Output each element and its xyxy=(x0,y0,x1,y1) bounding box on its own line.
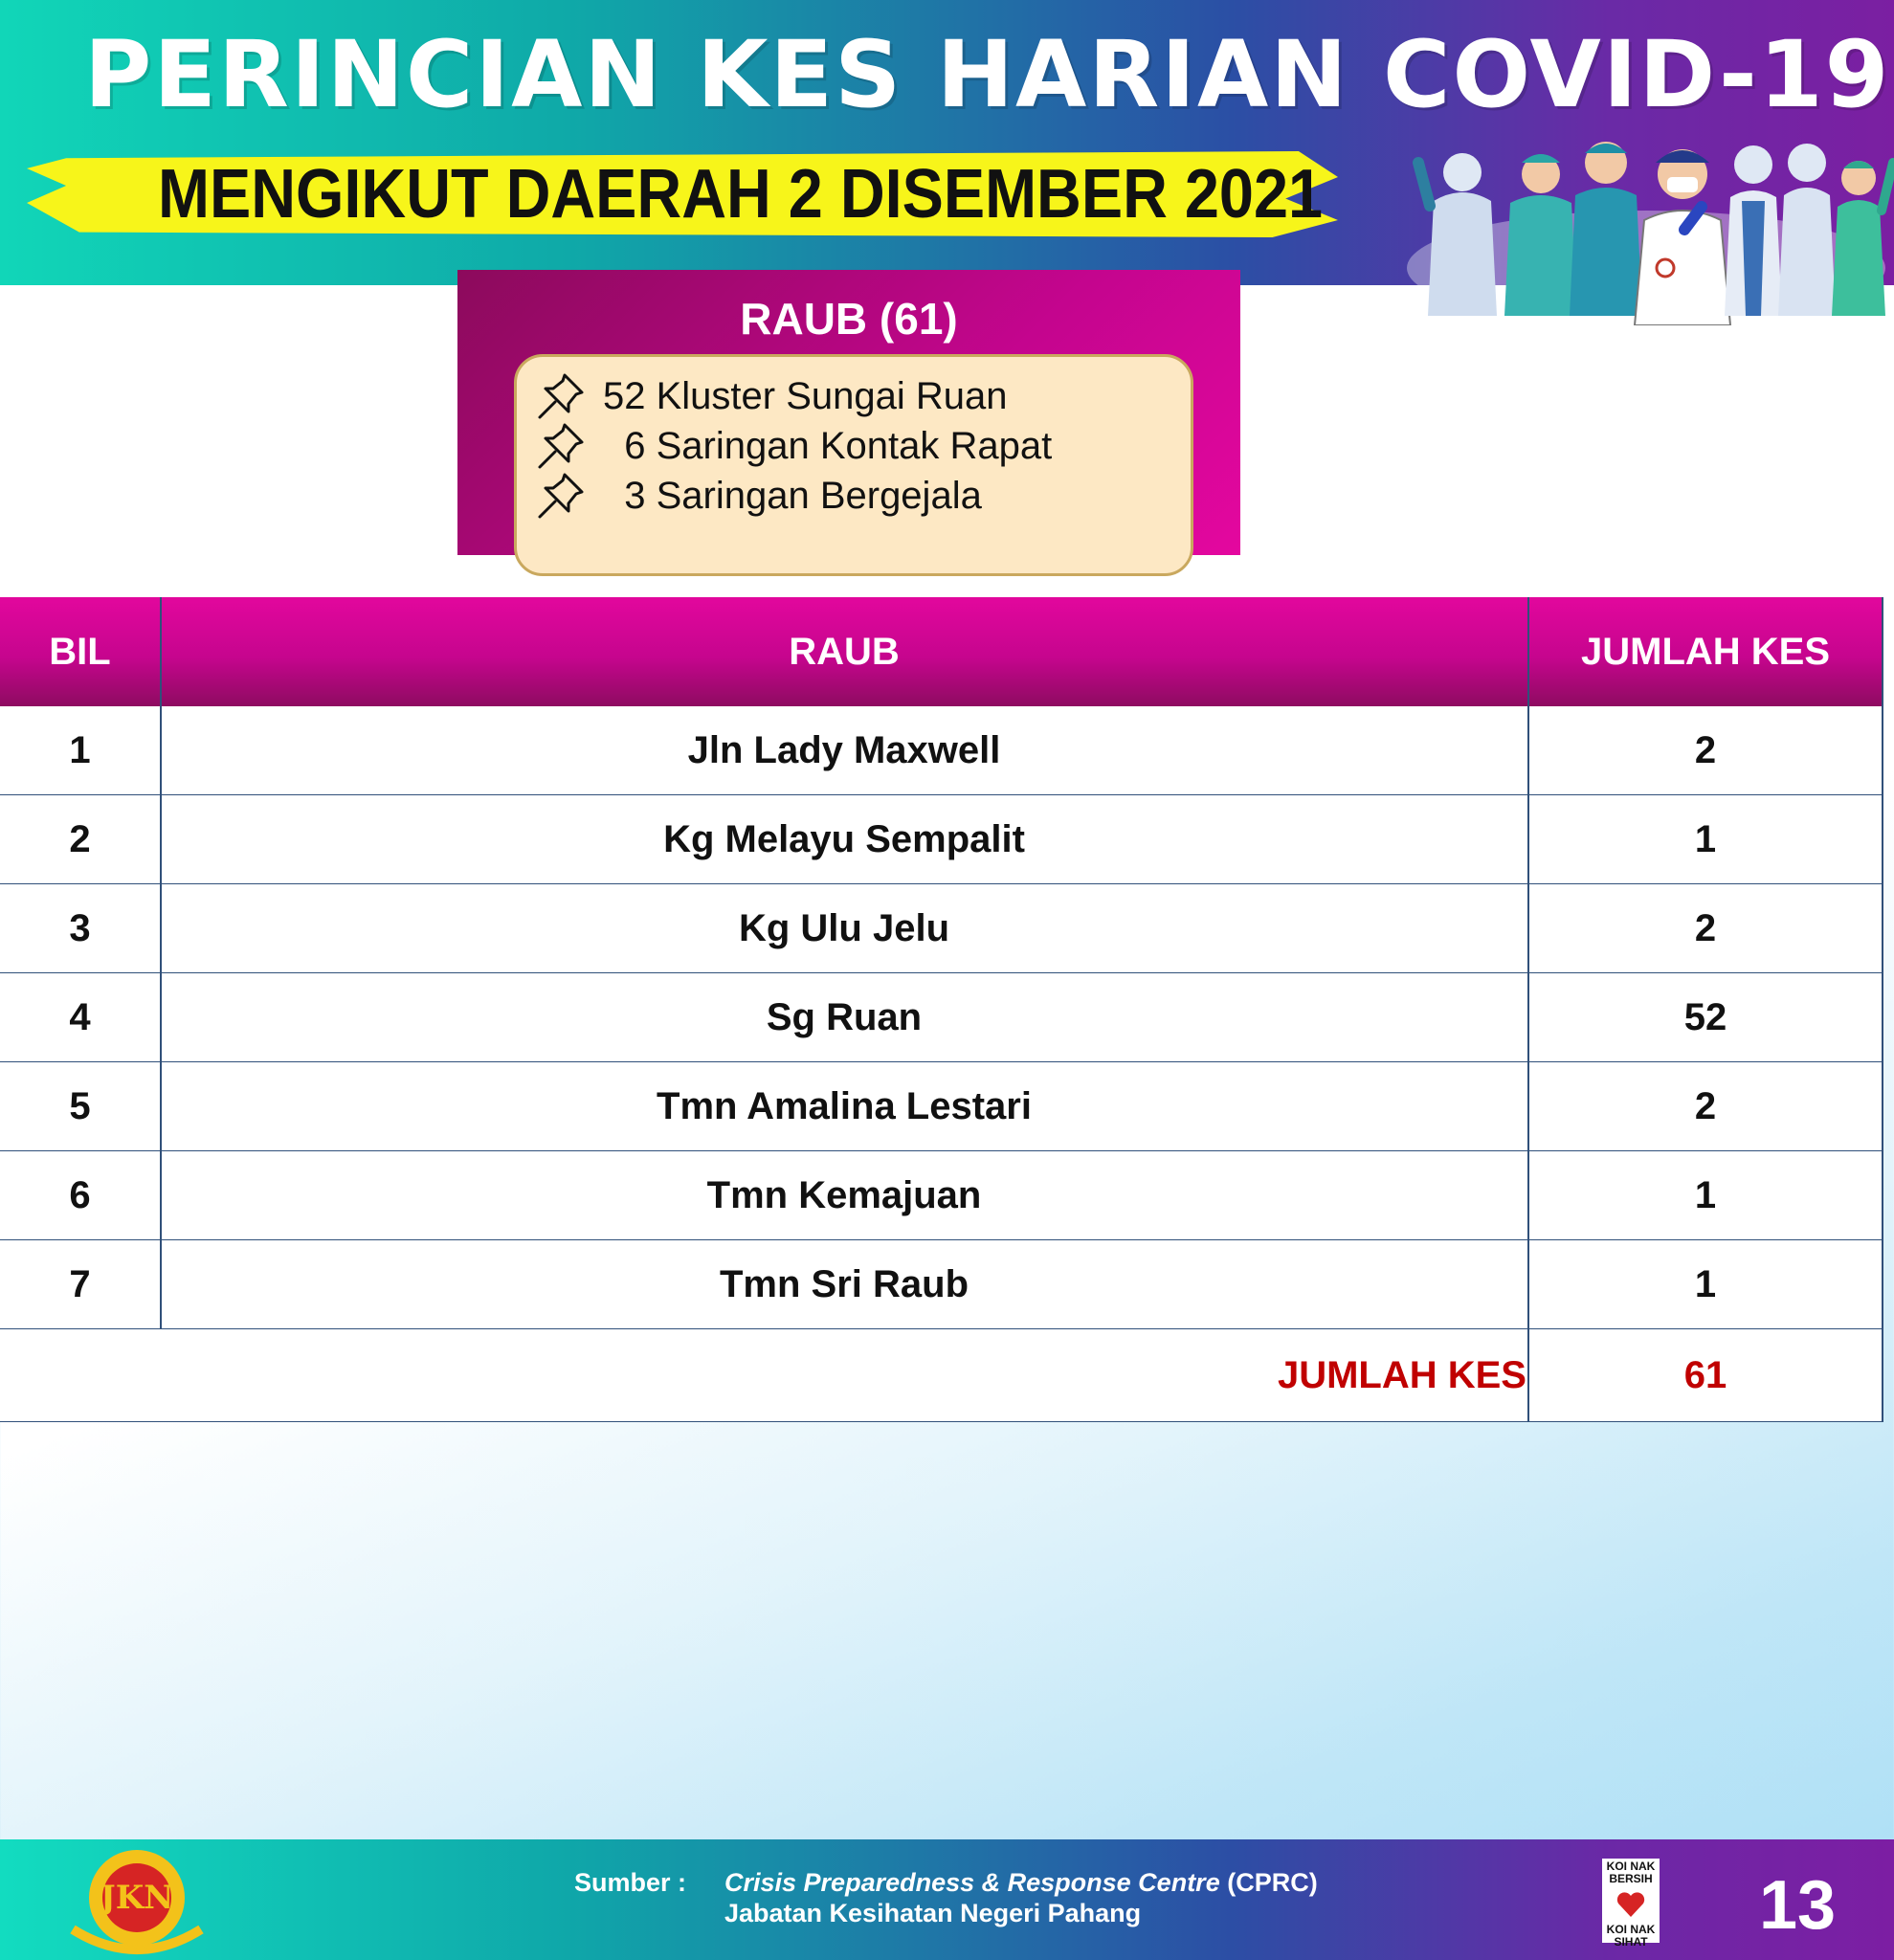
row-location: Kg Ulu Jelu xyxy=(738,907,950,949)
row-number: 2 xyxy=(69,818,91,860)
page-number: 13 xyxy=(1759,1867,1837,1944)
source-org-name: Crisis Preparedness & Response Centre xyxy=(724,1868,1220,1897)
table-row xyxy=(0,1151,1883,1240)
page-subtitle: MENGIKUT DAERAH 2 DISEMBER 2021 xyxy=(158,156,1324,233)
jkn-logo xyxy=(54,1845,221,1955)
district-summary-title: RAUB (61) xyxy=(740,294,958,344)
badge-bottom-text: KOI NAK SIHAT xyxy=(1606,1923,1656,1949)
table-row xyxy=(0,1062,1883,1151)
case-source-item xyxy=(536,472,982,520)
case-source-item xyxy=(536,422,1052,470)
table-row xyxy=(0,795,1883,884)
heart-icon xyxy=(1615,1888,1647,1921)
case-source-text: 3 Saringan Bergejala xyxy=(603,474,982,517)
row-location: Sg Ruan xyxy=(766,996,923,1038)
row-cases: 1 xyxy=(1694,1263,1717,1305)
table-row xyxy=(0,884,1883,973)
column-header-bil: BIL xyxy=(49,630,111,673)
column-header-location: RAUB xyxy=(789,630,900,673)
case-source-item xyxy=(536,372,1008,420)
pushpin-icon xyxy=(536,471,586,521)
row-number: 4 xyxy=(69,996,91,1038)
source-label: Sumber : xyxy=(574,1868,687,1897)
row-number: 1 xyxy=(69,729,91,771)
row-number: 7 xyxy=(69,1263,91,1305)
table-row xyxy=(0,973,1883,1062)
row-cases: 1 xyxy=(1694,1174,1717,1216)
case-source-list xyxy=(514,354,1193,576)
row-number: 5 xyxy=(69,1085,91,1127)
koi-nak-sihat-badge xyxy=(1602,1859,1660,1949)
table-header xyxy=(0,597,1883,706)
total-row xyxy=(0,1329,1883,1422)
page-title: PERINCIAN KES HARIAN COVID-19 xyxy=(84,21,1891,128)
row-cases: 1 xyxy=(1694,818,1717,860)
column-header-cases: JUMLAH KES xyxy=(1580,630,1831,673)
row-location: Kg Melayu Sempalit xyxy=(663,818,1025,860)
row-number: 3 xyxy=(69,907,91,949)
total-value: 61 xyxy=(1683,1354,1727,1396)
table-row xyxy=(0,706,1883,795)
healthcare-workers-illustration xyxy=(1397,124,1894,325)
row-number: 6 xyxy=(69,1174,91,1216)
row-location: Jln Lady Maxwell xyxy=(687,729,1001,771)
badge-top-text: KOI NAK BERSIH xyxy=(1606,1860,1656,1885)
table-row xyxy=(0,1240,1883,1329)
total-label: JUMLAH KES xyxy=(1277,1354,1526,1396)
case-source-text: 6 Saringan Kontak Rapat xyxy=(603,424,1053,467)
row-cases: 2 xyxy=(1694,729,1717,771)
column-divider xyxy=(160,597,162,1329)
source-organisation xyxy=(724,1868,1318,1898)
source-department: Jabatan Kesihatan Negeri Pahang xyxy=(724,1899,1142,1927)
row-location: Tmn Amalina Lestari xyxy=(657,1085,1032,1127)
pushpin-icon xyxy=(536,371,586,421)
row-location: Tmn Kemajuan xyxy=(706,1174,982,1216)
row-cases: 2 xyxy=(1694,907,1717,949)
pushpin-icon xyxy=(536,421,586,471)
row-cases: 52 xyxy=(1683,996,1727,1038)
row-cases: 2 xyxy=(1694,1085,1717,1127)
column-divider xyxy=(1527,597,1529,1422)
case-source-text: 52 Kluster Sungai Ruan xyxy=(603,374,1008,417)
table-right-border xyxy=(1882,597,1883,1422)
logo-text: JKN xyxy=(100,1879,174,1917)
row-location: Tmn Sri Raub xyxy=(719,1263,969,1305)
source-org-abbr: (CPRC) xyxy=(1219,1868,1318,1897)
